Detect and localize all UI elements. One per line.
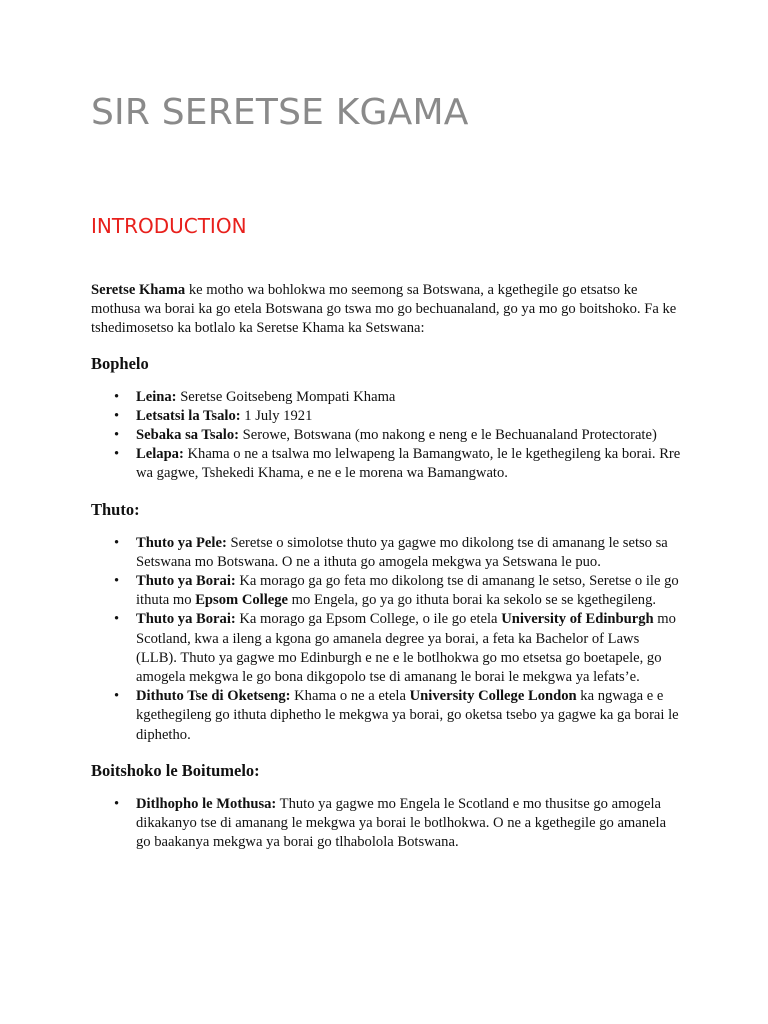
intro-paragraph: [91, 281, 681, 339]
item-text: 1 July 1921: [240, 407, 313, 424]
item-text: Ka morago ga Epsom College, o ile go etela: [235, 611, 502, 628]
item-text: mo Scotland, kwa a ileng a kgona go amanela degree ya borai, a feta ka Bachelor of Laws (LLB). Thuto ya gagwe mo Edinburgh e ne e le botlhokwa go mo etsetsa go boetapele, go amogela mekgwa le go bona dikgopolo tse di amanang le borai le mekgwa ya lefats’e.: [136, 611, 676, 686]
item-text: Ka morago ga go feta mo dikolong tse di amanang le setso, Seretse o ile go ithuta mo: [136, 573, 679, 609]
bullet-icon: •: [114, 388, 120, 405]
item-label: Sebaka sa Tsalo:: [136, 427, 240, 444]
list-item: [91, 572, 681, 610]
item-label: Leina:: [136, 388, 177, 405]
thuto-list: [91, 534, 681, 745]
item-text: Khama o ne a tsalwa mo lelwapeng la Bamangwato, le le kgethegileng ka borai. Rre wa gagwe, Tshekedi Khama, e ne e le morena wa Bamangwato.: [136, 446, 681, 482]
item-bold-term: University of Edinburgh: [501, 611, 654, 628]
item-text: Khama o ne a etela: [290, 688, 410, 705]
document-body: [91, 281, 681, 852]
bullet-icon: •: [114, 688, 120, 705]
bophelo-list: [91, 388, 681, 484]
item-bold-term: University College London: [409, 688, 577, 705]
list-item: [91, 610, 681, 687]
intro-bold-name: Seretse Khama: [91, 282, 186, 298]
item-label: Thuto ya Pele:: [136, 534, 227, 551]
bullet-icon: •: [114, 795, 120, 812]
item-text: ka ngwaga e e kgethegileng go ithuta diphetho le mekgwa ya borai, go oketsa tsebo ya gagwe ka ga borai le diphetho.: [136, 688, 679, 743]
item-label: Ditlhopho le Mothusa:: [136, 795, 277, 812]
bullet-icon: •: [114, 407, 120, 424]
intro-text: ke motho wa bohlokwa mo seemong sa Botswana, a kgethegile go etsatso ke mothusa wa borai ka go etela Botswana go tswa mo go bechuanaland, go ya mo go boitshoko. Fa ke tshedimosetso ka botlalo ka Seretse Khama ka Setswana:: [91, 282, 677, 337]
bullet-icon: •: [114, 573, 120, 590]
item-label: Thuto ya Borai:: [136, 573, 236, 590]
item-text: Serowe, Botswana (mo nakong e neng e le Bechuanaland Protectorate): [239, 427, 657, 444]
introduction-heading: INTRODUCTION: [91, 214, 247, 238]
item-label: Letsatsi la Tsalo:: [136, 407, 241, 424]
item-bold-term: Epsom College: [195, 592, 289, 609]
item-label: Thuto ya Borai:: [136, 611, 236, 628]
bullet-icon: •: [114, 611, 120, 628]
bullet-icon: •: [114, 534, 120, 551]
item-label: Dithuto Tse di Oketseng:: [136, 688, 291, 705]
list-item: [91, 407, 681, 426]
item-text: mo Engela, go ya go ithuta borai ka sekolo se se kgethegileng.: [288, 592, 657, 609]
document-title: SIR SERETSE KGAMA: [91, 92, 469, 133]
list-item: [91, 388, 681, 407]
section-heading-thuto: Thuto:: [91, 499, 140, 519]
list-item: [91, 445, 681, 483]
item-label: Lelapa:: [136, 446, 184, 463]
list-item: [91, 534, 681, 572]
list-item: [91, 426, 681, 445]
section-heading-bophelo: Bophelo: [91, 353, 149, 373]
list-item: [91, 687, 681, 745]
section-heading-boitshoko: Boitshoko le Boitumelo:: [91, 760, 260, 780]
item-text: Seretse Goitsebeng Mompati Khama: [176, 388, 396, 405]
bullet-icon: •: [114, 427, 120, 444]
item-text: Seretse o simolotse thuto ya gagwe mo dikolong tse di amanang le setso sa Setswana mo Botswana. O ne a ithuta go amogela mekgwa ya Setswana le puo.: [136, 534, 668, 570]
item-text: Thuto ya gagwe mo Engela le Scotland e mo thusitse go amogela dikakanyo tse di amanang le mekgwa ya borai le botlhokwa. O ne a kgethegile go amanela go baakanya mekgwa ya borai go tlhabolola Botswana.: [136, 795, 667, 851]
list-item: [91, 795, 681, 853]
boitshoko-list: [91, 795, 681, 853]
bullet-icon: •: [114, 446, 120, 463]
